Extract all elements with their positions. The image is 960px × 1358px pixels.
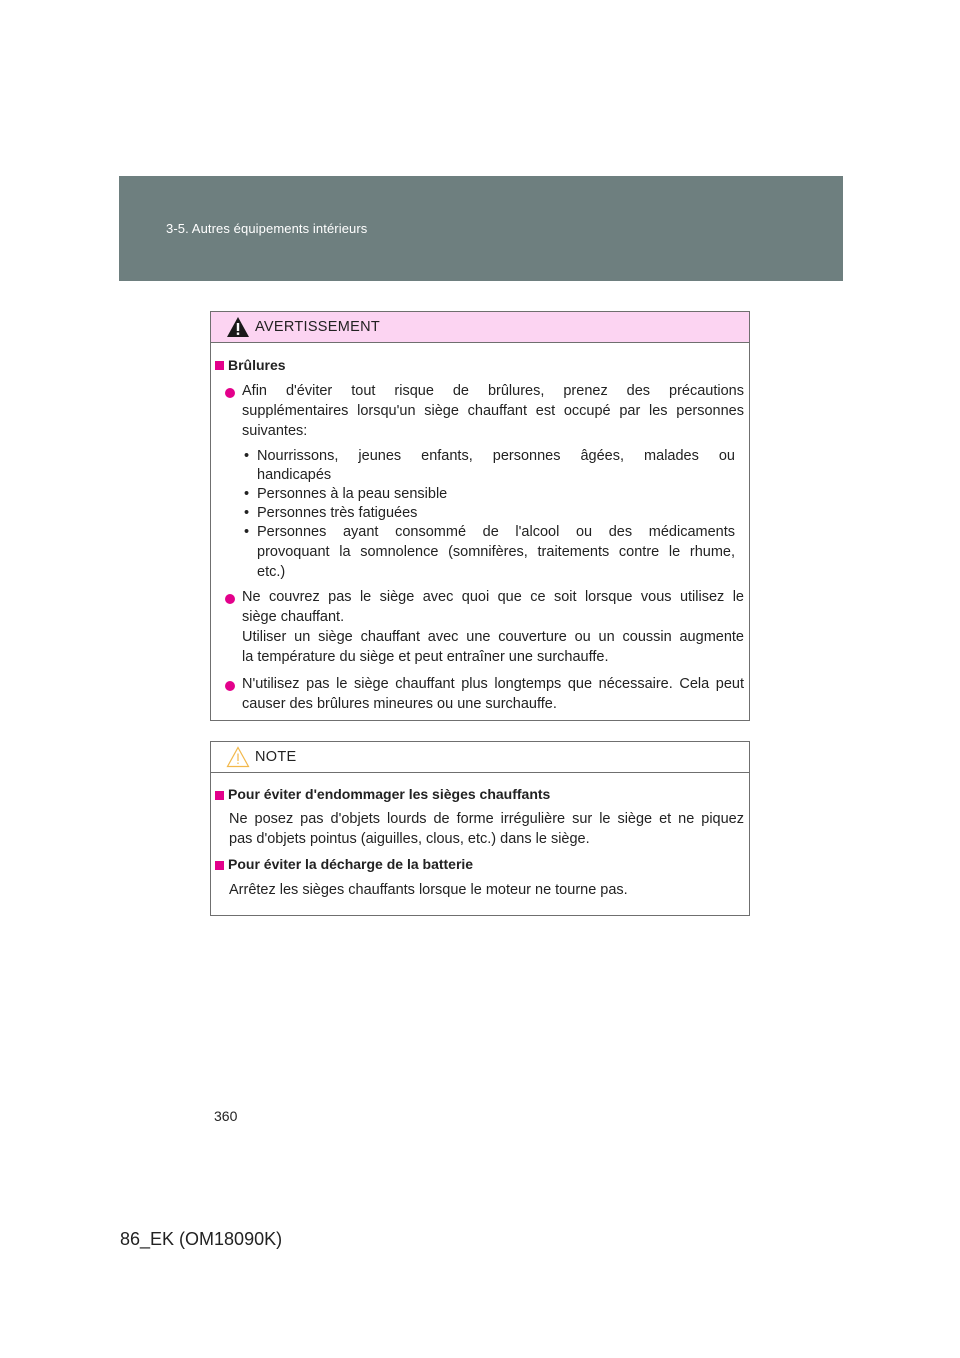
warning-heading: Brûlures bbox=[228, 357, 286, 373]
sub-bullet-4-line-2: provoquant la somnolence (somnifères, traitements contre le rhume, bbox=[257, 544, 735, 560]
sub-bullet-1-line-2: handicapés bbox=[257, 467, 332, 483]
document-code: 86_EK (OM18090K) bbox=[120, 1229, 283, 1249]
bullet-marker bbox=[225, 594, 235, 604]
sub-bullet-marker: • bbox=[244, 486, 250, 502]
heading-marker bbox=[215, 861, 224, 870]
bullet-marker bbox=[225, 681, 235, 691]
page-number: 360 bbox=[214, 1108, 238, 1124]
sub-bullet-3: Personnes très fatiguées bbox=[257, 505, 418, 521]
bullet-2-line-1: Ne couvrez pas le siège avec quoi que ce soit lorsque vous utilisez le bbox=[242, 589, 744, 605]
note-paragraph-1-line-2: pas d'objets pointus (aiguilles, clous, etc.) dans le siège. bbox=[229, 831, 590, 847]
bullet-3-line-2: causer des brûlures mineures ou une surchauffe. bbox=[242, 696, 557, 712]
section-header-band bbox=[119, 176, 843, 281]
note-heading-1: Pour éviter d'endommager les sièges chauffants bbox=[228, 786, 551, 802]
bullet-1 bbox=[242, 381, 744, 441]
note-title: NOTE bbox=[255, 749, 297, 765]
bullet-2-line-3: Utiliser un siège chauffant avec une couverture ou un coussin augmente bbox=[242, 629, 744, 645]
note-box bbox=[210, 741, 750, 916]
sub-bullet-2: Personnes à la peau sensible bbox=[257, 486, 448, 502]
bullet-2 bbox=[242, 587, 744, 667]
note-paragraph-2: Arrêtez les sièges chauffants lorsque le moteur ne tourne pas. bbox=[229, 882, 628, 898]
warning-header bbox=[211, 312, 749, 343]
note-paragraph-1-line-1: Ne posez pas d'objets lourds de forme irrégulière sur le siège et ne piquez bbox=[229, 811, 744, 827]
warning-triangle-icon bbox=[226, 316, 250, 338]
sub-bullet-1-line-1: Nourrissons, jeunes enfants, personnes âgées, malades ou bbox=[257, 448, 735, 464]
sub-bullet-marker: • bbox=[244, 524, 250, 540]
bullet-1-line-3: suivantes: bbox=[242, 423, 308, 439]
note-header bbox=[211, 742, 749, 773]
note-paragraph-1 bbox=[229, 809, 744, 849]
sub-bullet-4 bbox=[257, 522, 735, 582]
bullet-3 bbox=[242, 674, 744, 714]
sub-bullet-1 bbox=[257, 446, 735, 484]
bullet-1-line-1: Afin d'éviter tout risque de brûlures, prenez des précautions bbox=[242, 383, 744, 399]
bullet-3-line-1: N'utilisez pas le siège chauffant plus longtemps que nécessaire. Cela peut bbox=[242, 676, 744, 692]
warning-title: AVERTISSEMENT bbox=[255, 319, 381, 335]
bullet-2-line-2: siège chauffant. bbox=[242, 609, 345, 625]
note-heading-2: Pour éviter la décharge de la batterie bbox=[228, 856, 474, 872]
bullet-1-line-2: supplémentaires lorsqu'un siège chauffant est occupé par les personnes bbox=[242, 403, 744, 419]
warning-box bbox=[210, 311, 750, 721]
heading-marker bbox=[215, 791, 224, 800]
bullet-2-line-4: la température du siège et peut entraîner une surchauffe. bbox=[242, 649, 609, 665]
bullet-marker bbox=[225, 388, 235, 398]
sub-bullet-marker: • bbox=[244, 505, 250, 521]
heading-marker bbox=[215, 361, 224, 370]
sub-bullet-4-line-3: etc.) bbox=[257, 564, 286, 580]
section-title: 3-5. Autres équipements intérieurs bbox=[166, 221, 368, 236]
sub-bullet-marker: • bbox=[244, 448, 250, 464]
caution-triangle-outline-icon bbox=[226, 746, 250, 768]
sub-bullet-4-line-1: Personnes ayant consommé de l'alcool ou des médicaments bbox=[257, 524, 735, 540]
